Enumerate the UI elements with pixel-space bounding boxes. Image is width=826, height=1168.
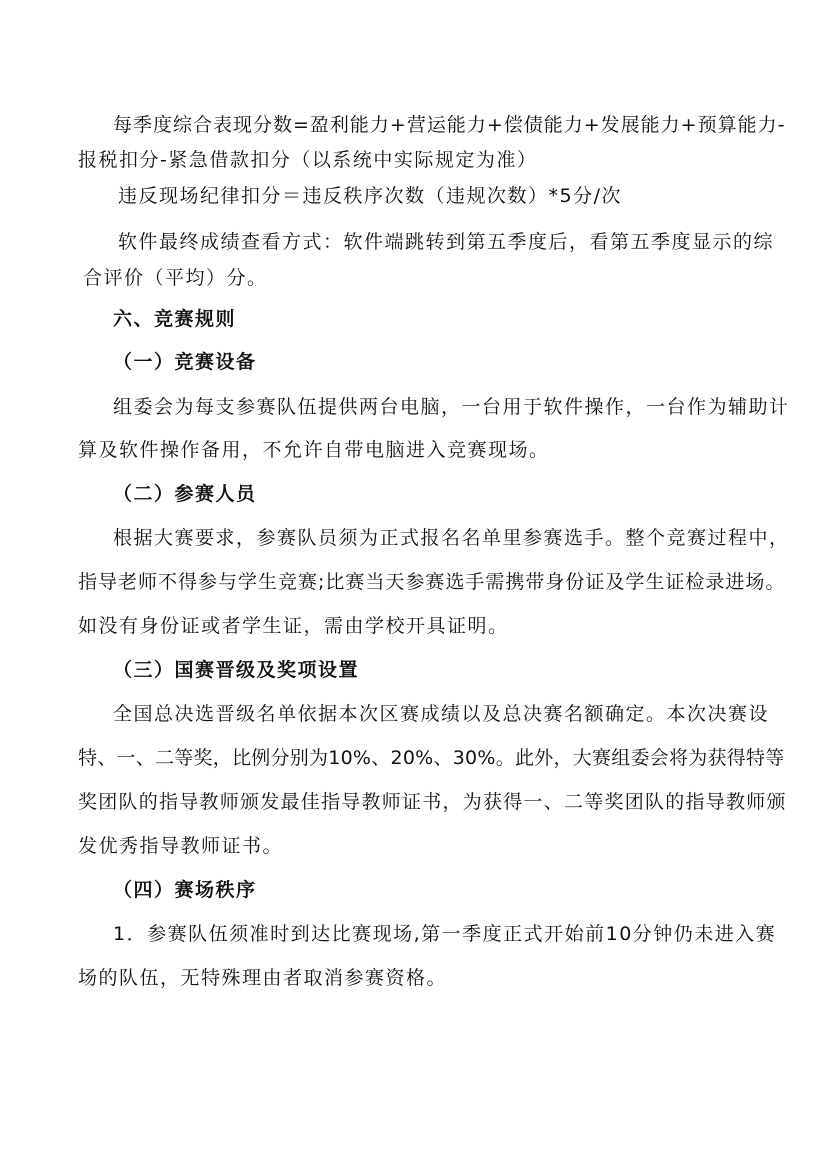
subsection-heading-participants: （二）参赛人员 [113, 483, 257, 505]
subsection-heading-awards: （三）国赛晋级及奖项设置 [113, 659, 360, 681]
section-heading-competition-rules: 六、竞赛规则 [113, 308, 237, 330]
text-line-awards: 全国总决选晋级名单依据本次区赛成绩以及总决赛名额确定。本次决赛设 [113, 703, 770, 725]
text-line-final-score-method-cont: 合评价（平均）分。 [83, 267, 268, 289]
text-line-score-formula-cont: 报税扣分-紧急借款扣分（以系统中实际规定为准） [78, 149, 538, 171]
text-line-awards-cont-3: 发优秀指导教师证书。 [78, 835, 284, 857]
text-line-discipline-deduction: 违反现场纪律扣分＝违反秩序次数（违规次数）*5分/次 [118, 185, 622, 207]
subsection-heading-equipment: （一）竞赛设备 [113, 351, 257, 373]
text-line-participants-cont: 指导老师不得参与学生竞赛;比赛当天参赛选手需携带身份证及学生证检录进场。 [78, 571, 786, 593]
subsection-heading-venue-order: （四）赛场秩序 [113, 879, 257, 901]
text-line-venue-order-cont: 场的队伍，无特殊理由者取消参赛资格。 [78, 967, 448, 989]
text-line-score-formula: 每季度综合表现分数=盈利能力+营运能力+偿债能力+发展能力+预算能力- [113, 114, 786, 136]
text-line-equipment-cont: 算及软件操作备用，不允许自带电脑进入竞赛现场。 [78, 439, 550, 461]
text-line-awards-cont-2: 奖团队的指导教师颁发最佳指导教师证书，为获得一、二等奖团队的指导教师颁 [78, 791, 787, 813]
text-line-awards-cont: 特、一、二等奖，比例分别为10%、20%、30%。此外，大赛组委会将为获得特等 [78, 747, 785, 769]
text-line-venue-order: 1．参赛队伍须准时到达比赛现场,第一季度正式开始前10分钟仍未进入赛 [113, 923, 777, 945]
text-line-final-score-method: 软件最终成绩查看方式：软件端跳转到第五季度后，看第五季度显示的综 [118, 231, 775, 253]
text-line-participants: 根据大赛要求，参赛队员须为正式报名名单里参赛选手。整个竞赛过程中， [113, 527, 790, 549]
text-line-equipment: 组委会为每支参赛队伍提供两台电脑，一台用于软件操作，一台作为辅助计 [113, 396, 790, 418]
text-line-participants-cont-2: 如没有身份证或者学生证，需由学校开具证明。 [78, 615, 509, 637]
